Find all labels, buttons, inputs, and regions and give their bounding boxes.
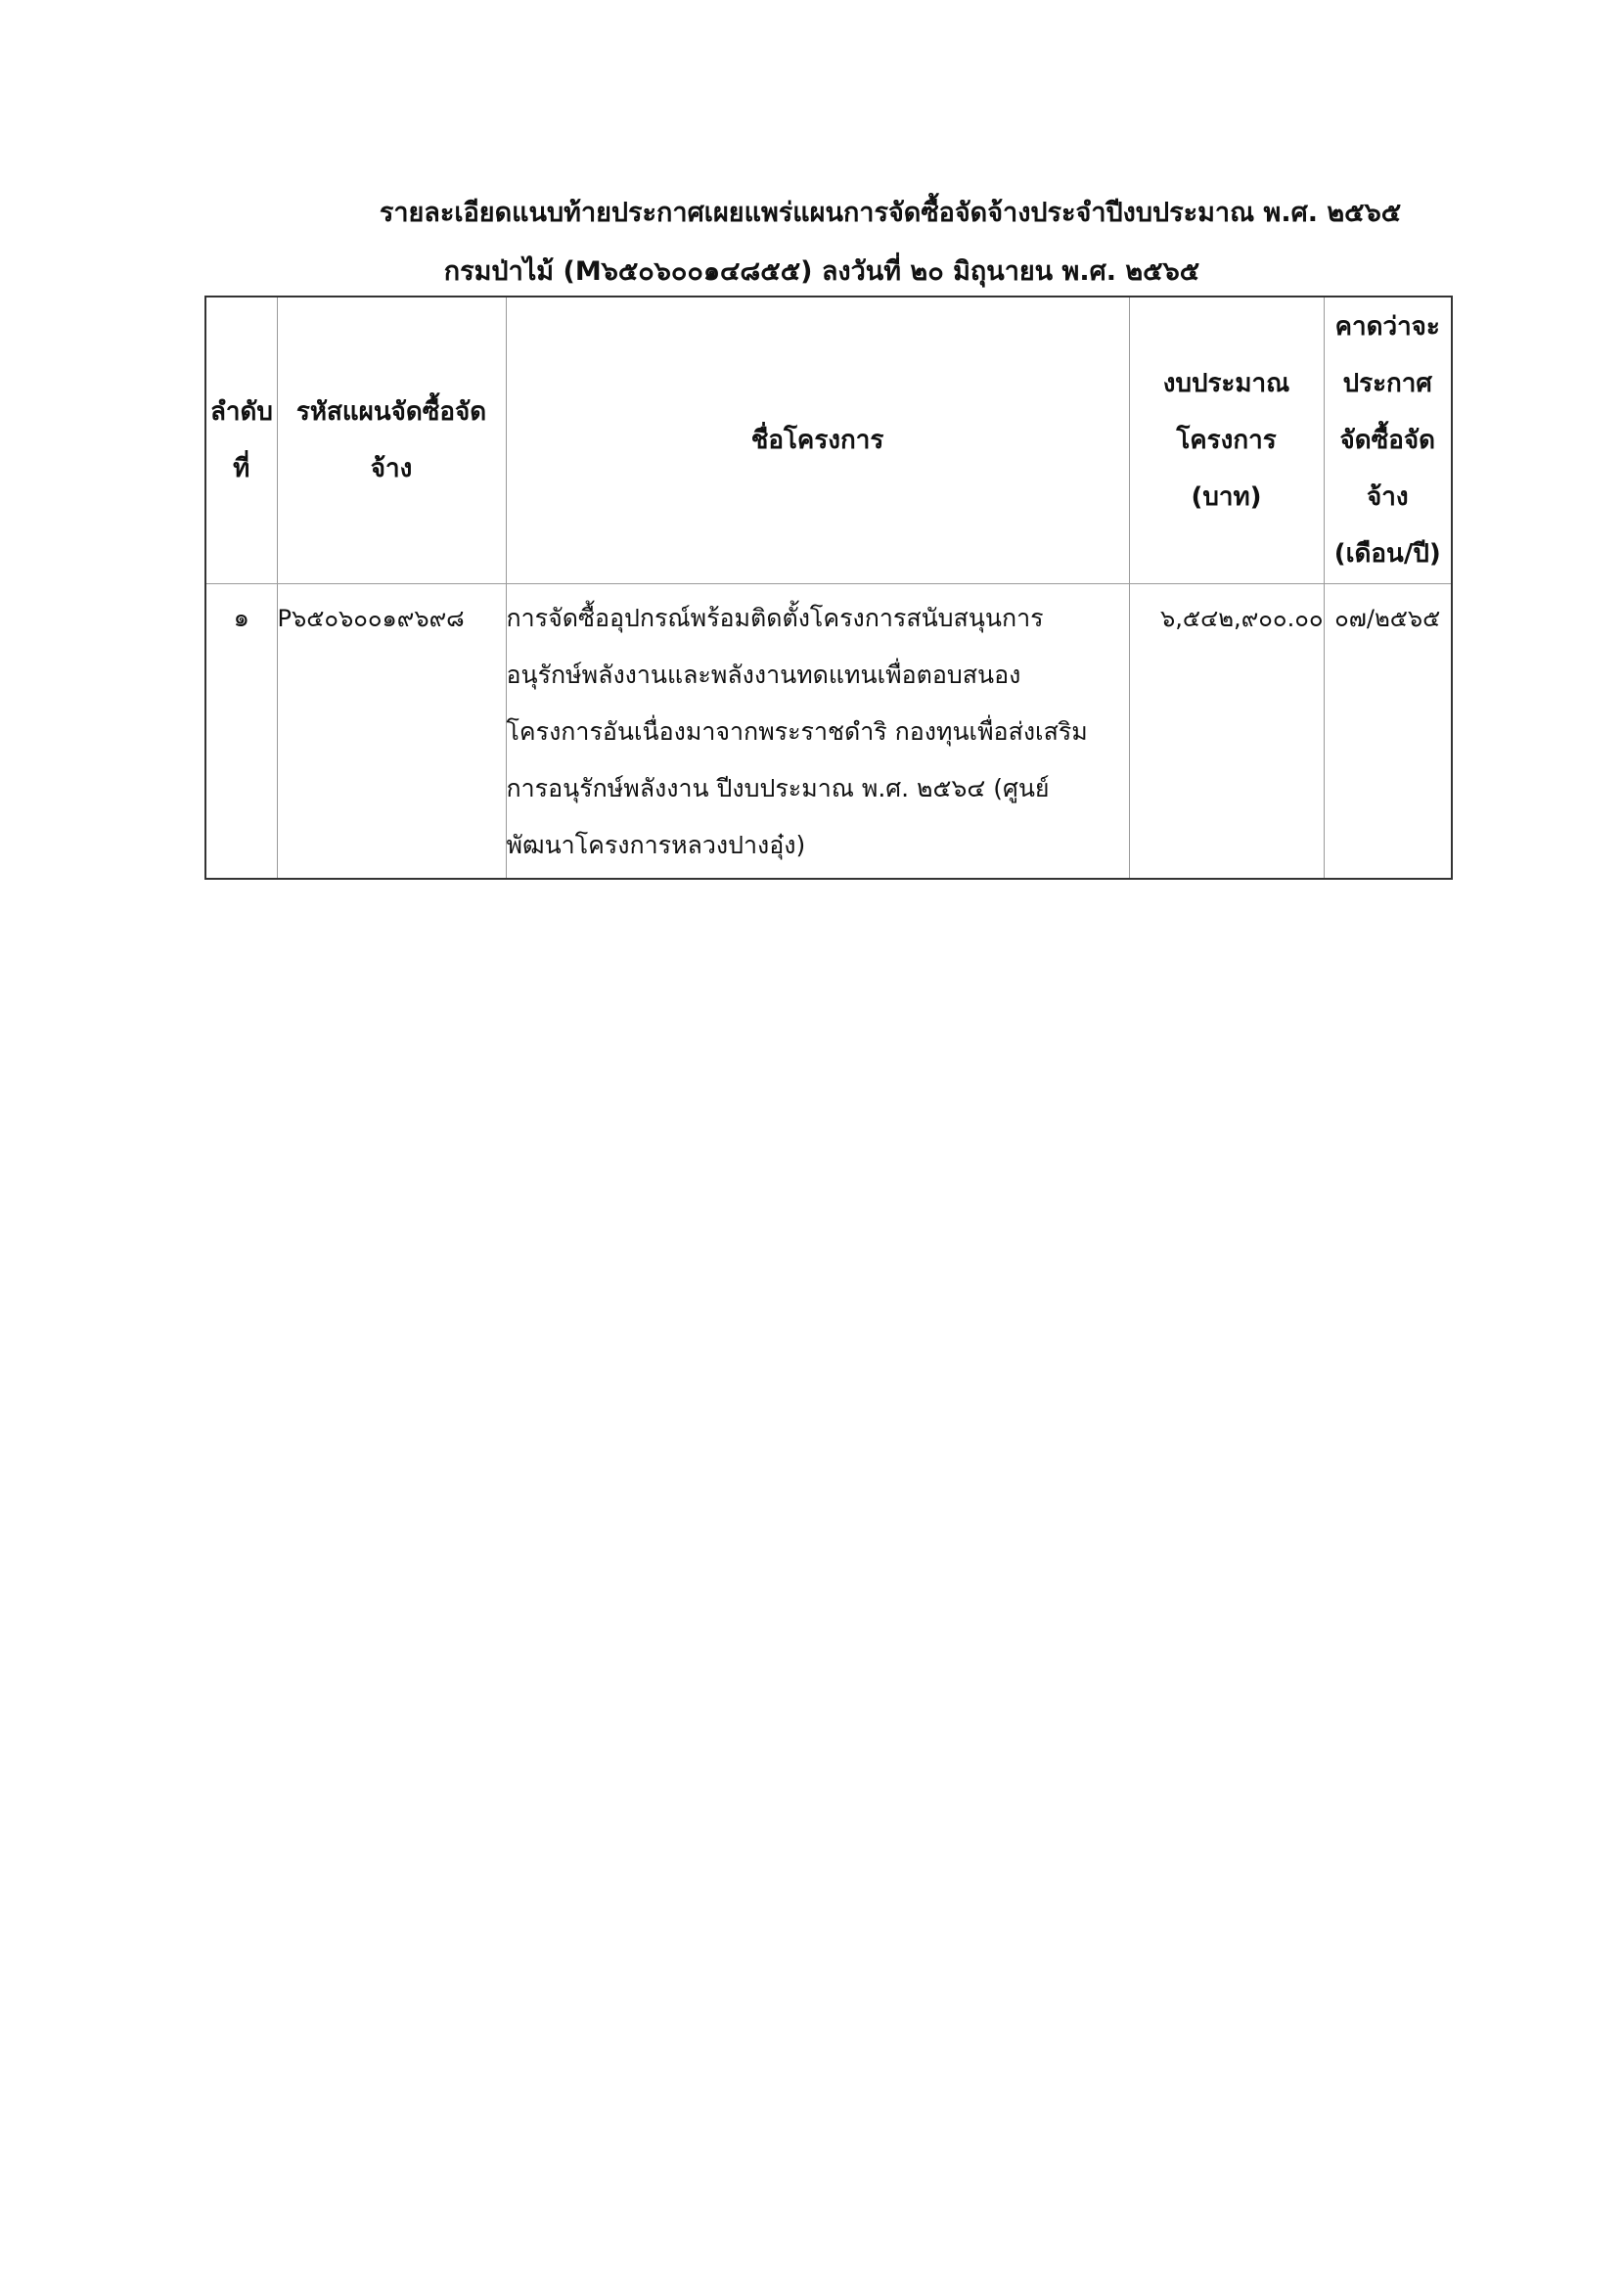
project-name-line: พัฒนาโครงการหลวงปางอุ๋ง) (506, 831, 806, 859)
column-header-no-line: ที่ (233, 454, 250, 483)
project-name (506, 584, 1129, 880)
project-name-line: การอนุรักษ์พลังงาน ปีงบประมาณ พ.ศ. ๒๕๖๔ (ศูนย์ (506, 774, 1050, 802)
column-header-no (205, 297, 277, 584)
column-header-plan-code-line: จ้าง (370, 454, 413, 483)
column-header-announce-month-line: จ้าง (1366, 482, 1409, 512)
project-name-line: การจัดซื้ออุปกรณ์พร้อมติดตั้งโครงการสนับสนุนการ (506, 604, 1044, 632)
column-header-project-name (506, 297, 1129, 584)
row-number: ๑ (205, 584, 277, 880)
header-subtitle: กรมป่าไม้ (M๖๕๐๖๐๐๑๔๘๕๕) ลงวันที่ ๒๐ มิถุนายน พ.ศ. ๒๕๖๕ (443, 256, 1200, 287)
column-header-announce-month-line: คาดว่าจะ (1334, 312, 1440, 342)
document-header (0, 184, 1624, 301)
column-header-plan-code (277, 297, 506, 584)
column-header-budget-line: โครงการ (1176, 426, 1277, 455)
column-header-announce-month-line: จัดซื้อจัด (1339, 426, 1435, 455)
column-header-budget-line: (บาท) (1191, 482, 1262, 512)
column-header-budget-line: งบประมาณ (1162, 369, 1290, 398)
table-row (205, 584, 1452, 880)
project-name-line: โครงการอันเนื่องมาจากพระราชดำริ กองทุนเพื่อส่งเสริม (506, 717, 1088, 746)
column-header-budget (1129, 297, 1324, 584)
column-header-announce-month (1324, 297, 1452, 584)
procurement-plan-table (204, 296, 1453, 880)
column-header-plan-code-line: รหัสแผนจัดซื้อจัด (295, 397, 487, 427)
header-title: รายละเอียดแนบท้ายประกาศเผยแพร่แผนการจัดซื้อจัดจ้างประจำปีงบประมาณ พ.ศ. ๒๕๖๕ (379, 198, 1402, 228)
table-header-row (205, 297, 1452, 584)
project-name-line: อนุรักษ์พลังงานและพลังงานทดแทนเพื่อตอบสนอง (506, 661, 1021, 689)
plan-code: P๖๕๐๖๐๐๑๙๖๙๘ (277, 584, 506, 880)
column-header-no-line: ลำดับ (210, 397, 273, 427)
column-header-project-name-line: ชื่อโครงการ (750, 426, 884, 455)
project-budget: ๖,๕๔๒,๙๐๐.๐๐ (1129, 584, 1324, 880)
announce-month: ๐๗/๒๕๖๕ (1324, 584, 1452, 880)
column-header-announce-month-line: (เดือน/ปี) (1333, 539, 1441, 569)
column-header-announce-month-line: ประกาศ (1342, 369, 1432, 398)
